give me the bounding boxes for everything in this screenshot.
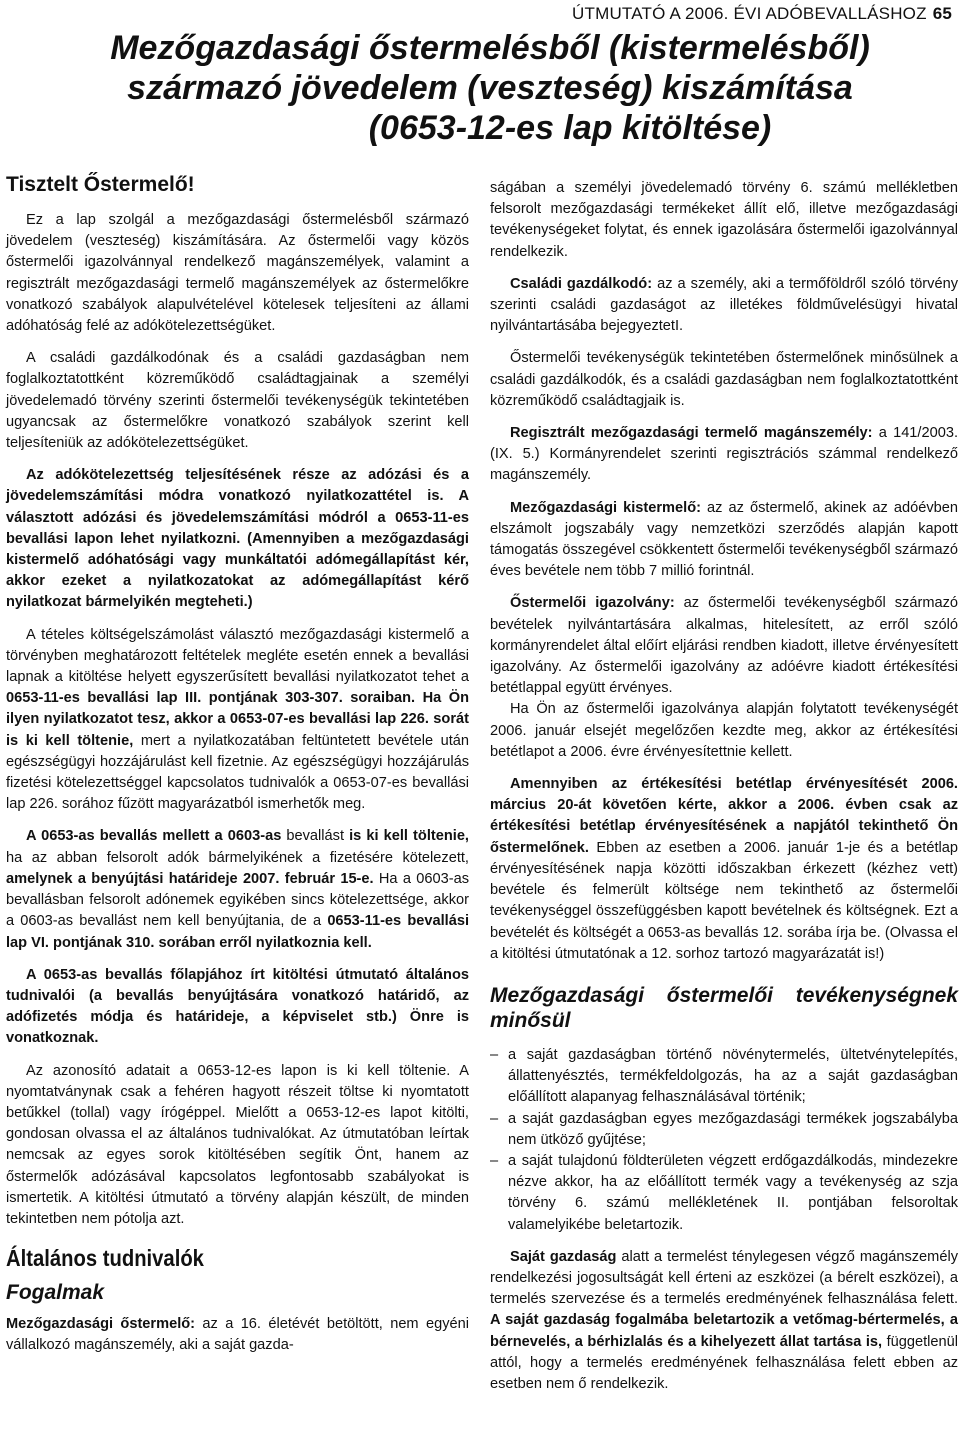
general-info-paragraph: A 0653-as bevallás főlapjához írt kitöltési útmutató általános tudnivalói (a bevallás benyújtására vonatkozó határidő, az adófizetés módja és határideje, a képviselet stb.) Önre is vonatkoznak. [6, 966, 469, 1047]
definition-registered-producer [490, 423, 958, 487]
intro-paragraph: Ez a lap szolgál a mezőgazdasági őstermelésből származó jövedelem (veszteség) kiszámítására. Az őstermelői vagy közös őstermelői igazolvánnyal rendelkező magánszemélyek, valamint a regisztrált mezőgazdasági termelő magánszemélyek az őstermelőkre vonatkozó szabályok alapulvételével kötelesek teljesíteni az állami adóhatóság felé az adókötelezettségüket. [6, 212, 469, 335]
running-header [572, 4, 952, 24]
declaration-paragraph: Az adókötelezettség teljesítésének része az adózási és a jövedelemszámítási módra vonatkozó nyilatkozattétel is. A választott adózási és jövedelemszámítási módról a 0653-11-es bevallási lapon lehet nyilatkozni. (Amennyiben a mezőgazdasági kistermelő adóhatósági vagy munkáltatói adómegállapítást kér, akkor ezeket a nyilatkozatokat az adómegállapítást kérő nyilatkozat bármelyikén megteheti.) [6, 467, 469, 611]
definition-continuation: ságában a személyi jövedelemadó törvény 6. számú mellékletben felsorolt mezőgazdasági termékeket állít elő, illetve mezőgazdasági tevékenységeket folytat, és ennek igazolására őstermelői igazolvánnyal rendelkezik. [490, 180, 958, 260]
list-item: – a saját gazdaságban történő növénytermelés, ültetvénytelepítés, állattenyésztés, termékfeldolgozás, ha az a saját gazdaságban előállított alapanyag felhasználásával történik; [490, 1045, 958, 1109]
title-line-1: Mezőgazdasági őstermelésből (kistermelésből) [110, 29, 870, 67]
text-span: az a 16. életévét betöltött, nem egyéni vállalkozó magánszemély, aki a saját gazda- [6, 1316, 469, 1354]
running-title: ÚTMUTATÓ A 2006. ÉVI ADÓBEVALLÁSHOZ [572, 4, 927, 23]
text-span: az az őstermelő, akinek az adóévben elszámolt jogszabály vagy nemzetközi szerződés alapján kapott támogatás összegével csökkentett őstermelői tevékenységből származó éves bevétele nem több 7 millió forintnál. [490, 499, 958, 580]
family-farm-paragraph: Őstermelői tevékenységük tekintetében őstermelőnek minősülnek a családi gazdálkodók, és a családi gazdaságban nem foglalkoztatottként közreműködő családtagjaik is. [490, 350, 958, 409]
title-line-2: származó jövedelem (veszteség) kiszámítása [127, 69, 853, 107]
term-span: Családi gazdálkodó: [510, 275, 653, 292]
activity-list [490, 1045, 958, 1236]
definition-family-farmer [490, 274, 958, 338]
definition-producer-card [490, 593, 958, 699]
section-heading: Általános tudnivalók [6, 1245, 204, 1272]
bold-span: A 0653-as bevallás mellett a 0603-as [26, 828, 282, 845]
left-column [6, 172, 469, 1368]
text-span: az őstermelői tevékenységből származó bevételek nyilvántartására alkalmas, hitelesített, az erről szóló kormányrendelet által előírt eljárási rendben kiadott, illetve érvényesített igazolvány. Az őstermelői igazolvány az adóévre kiadott értékesítési betétlappal együtt érvényes. [490, 595, 958, 697]
bold-span: Amennyiben az értékesítési betétlap érvényesítését 2006. március 20-át követően kérte, akkor a 2006. évben csak az értékesítési betétlap érvényesítésének a napjától tekinthető Ön őstermelőnek. [490, 776, 958, 856]
term-span: Őstermelői igazolvány: [510, 595, 675, 612]
bold-span: A saját gazdaság fogalmába beletartozik a vetőmag-bértermelés, a bérnevelés, a bérhizlalás és a kihelyezett állat tartása is, [490, 1312, 958, 1350]
list-item: – a saját tulajdonú földterületen végzett erdőgazdálkodás, mindezekre nézve akkor, ha az előállított termék vagy a tevékenység az szja törvény 6. számú mellékletének II. pontjában felsoroltak valamelyikébe beletartozik. [490, 1151, 958, 1236]
title-line-3: (0653-12-es lap kitöltése) [368, 109, 772, 147]
text-span: Ebben az esetben a 2006. január 1-je és a betétlap érvényesítésének napja közötti időszakban érkezett (kézhez vett) bevétele és felmerült költsége nem tekinthető az őstermelői tevékenységgel összefüggésben kapott bevételnek és költségnek. Ezt a bevételét és költségét a 0653-as bevallás 12. sorába írja be. (Olvassa el a kitöltési útmutatónak a 12. sorhoz tartozó magyarázatát is!) [490, 839, 958, 962]
form-0603-paragraph [6, 826, 469, 953]
family-farmer-paragraph: A családi gazdálkodónak és a családi gazdaságban nem foglalkoztatottként közreműködő családtagjainak a személyi jövedelemadó törvény szerinti őstermelői tevékenységük tekintetében ugyancsak az őstermelőkre vonatkozó szabályok szerint kell teljesíteniük az adókötelezettségüket. [6, 350, 469, 452]
activity-heading: Mezőgazdasági őstermelői tevékenységnek minősül [490, 983, 958, 1032]
text-span: ha az abban felsorolt adók bármelyikének a fizetésére kötelezett, [6, 849, 469, 866]
text-span: bevallást [281, 828, 350, 845]
bold-span: 0653-11-es bevallási lap VI. pontjának 310. sorában erről nyilatkoznia kell. [6, 913, 470, 951]
identification-paragraph: Az azonosító adatait a 0653-12-es lapon is ki kell töltenie. A nyomtatványnak csak a fehéren hagyott részeit töltse ki nyomtatott betűkkel (tollal) vagy írógéppel. Mielőtt a 0653-12-es lapot kitölti, gondosan olvassa el az általános tudnivalókat. Az útmutatóban leírtak nemcsak az egyes sorok kitöltésében segítik Önt, hanem az őstermelők adózásával kapcsolatos legfontosabb szabályokat is ismertetik. A kitöltési útmutató a törvény alapján készült, de minden tekintetben nem pótolja azt. [6, 1062, 469, 1227]
bold-span: 0653-11-es bevallási lap III. pontjának 303-307. soraiban. Ha Ön ilyen nyilatkozatot tesz, akkor a 0653-07-es bevallási lap 226. sorát is ki kell töltenie, [6, 690, 469, 749]
text-span: függetlenül attól, hogy a termelés eredményének felhasználása felett ebben az esetben nem ő rendelkezik. [490, 1333, 958, 1392]
subsection-heading: Fogalmak [6, 1281, 105, 1305]
term-span: Mezőgazdasági kistermelő: [510, 499, 701, 516]
text-span: alatt a termelést ténylegesen végző magánszemély rendelkezési jogosultságát kell érteni az eszközei (a bérelt eszközei), a termelés szervezése és a termelés eredményének felhasználása felett. [490, 1248, 958, 1308]
term-span: Regisztrált mezőgazdasági termelő magánszemély: [510, 425, 873, 442]
bold-span: is ki kell töltenie, [349, 828, 469, 845]
list-item: – a saját gazdaságban egyes mezőgazdasági termékek jogszabályba nem ütköző gyűjtése; [490, 1109, 958, 1151]
greeting: Tisztelt Őstermelő! [6, 173, 195, 196]
page-number: 65 [932, 4, 952, 23]
definition-small-producer [490, 498, 958, 583]
term-span: Saját gazdaság [510, 1248, 617, 1265]
term-span: Mezőgazdasági őstermelő: [6, 1316, 196, 1333]
definition-primary-producer [6, 1314, 469, 1356]
cost-accounting-paragraph [6, 625, 469, 816]
text-span: a 141/2003. (IX. 5.) Kormányrendelet szerinti regisztrációs számmal rendelkező magánszemély. [490, 425, 958, 484]
text-span: Ha a 0603-as bevallásban felsorolt adónemek egyikében sincs kötelezettsége, akkor a 0603-as bevallást nem kell benyújtania, de a [6, 870, 469, 930]
text-span: mert a nyilatkozatában feltüntetett bevétele után egészségügyi hozzájárulást kell fizetnie. Az egészségügyi hozzájárulás fizetési kötelezettséggel kapcsolatos tudnivalók a 0653-07-es bevallási lap 226. sorához fűzött magyarázatból ismerhetők meg. [6, 732, 470, 813]
text-span: A tételes költségelszámolást választó mezőgazdasági kistermelő a törvényben meghatározott feltételek megléte esetén ennek a bevallási lapnak a kitöltése helyett egyszerűsített bevallási nyilatkozatot tehet a [6, 626, 469, 686]
page-title [60, 28, 920, 148]
sales-insert-paragraph: Ha Ön az őstermelői igazolványa alapján folytatott tevékenységét 2006. január elsejét megelőzően kezdte meg, akkor az értékesítési betétlapot a 2006. évre érvényesítettnie kellett. [490, 701, 958, 760]
own-farm-paragraph [490, 1247, 958, 1395]
right-column [490, 178, 958, 1406]
sales-insert-deadline-paragraph [490, 774, 958, 965]
text-span: az a személy, aki a termőföldről szóló törvény szerinti családi gazdaságot az illetékes földművelésügyi hivatal nyilvántartásába bejegyeztetI. [490, 275, 958, 335]
bold-span: amelynek a benyújtási határideje 2007. február 15-e. [6, 870, 374, 887]
